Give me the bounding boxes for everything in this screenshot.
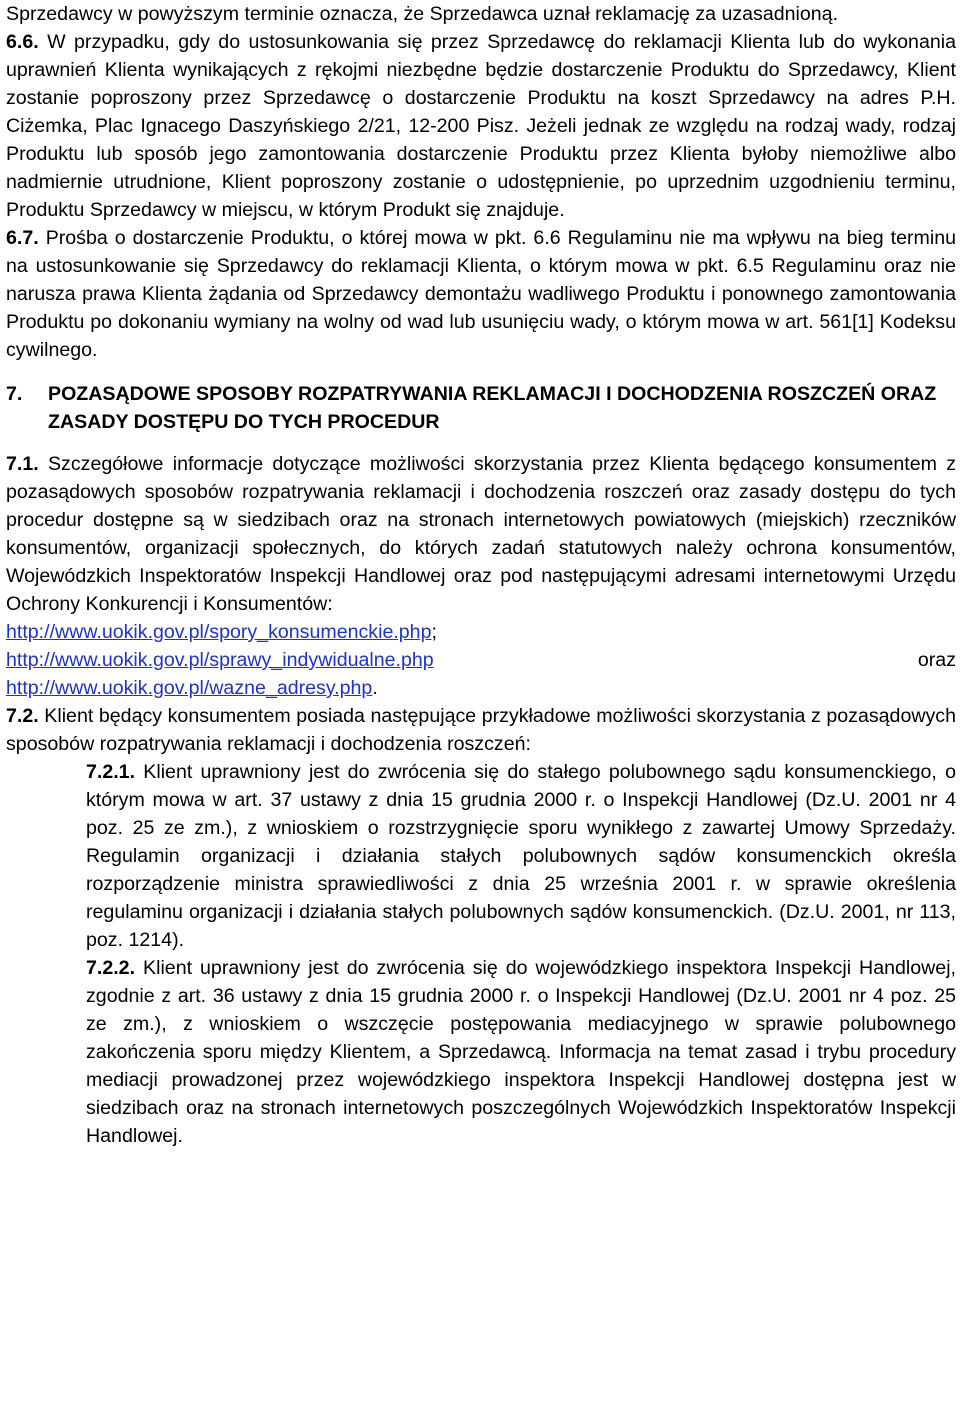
link-line-last — [6, 674, 956, 702]
link-line — [6, 646, 956, 674]
separator: ; — [431, 621, 437, 643]
section-text: W przypadku, gdy do ustosunkowania się przez Sprzedawcę do reklamacji Klienta lub do wykonania uprawnień Klienta wynikających z rękojmi niezbędne będzie dostarczenie Produktu do Sprzedawcy, Klient zostanie poproszony przez Sprzedawcę o dostarczenie Produktu na koszt Sprzedawcy na adres P.H. Ciżemka, Plac Ignacego Daszyńskiego 2/21, 12-200 Pisz. Jeżeli jednak ze względu na rodzaj wady, rodzaj Produktu lub sposób jego zamontowania dostarczenie Produktu przez Klienta byłoby niemożliwe albo nadmiernie utrudnione, Klient poproszony zostanie o udostępnienie, po uprzednim uzgodnieniu terminu, Produktu Sprzedawcy w miejscu, w którym Produkt się znajduje. — [6, 31, 956, 221]
uokik-adresy-link[interactable]: http://www.uokik.gov.pl/wazne_adresy.php — [6, 677, 373, 699]
heading-title: POZASĄDOWE SPOSOBY ROZPATRYWANIA REKLAMACJI I DOCHODZENIA ROSZCZEŃ ORAZ ZASADY DOSTĘPU DO TYCH PROCEDUR — [48, 383, 937, 433]
section-text: Prośba o dostarczenie Produktu, o której mowa w pkt. 6.6 Regulaminu nie ma wpływu na bieg terminu na ustosunkowanie się Sprzedawcy do reklamacji Klienta, o którym mowa w pkt. 6.5 Regulaminu oraz nie narusza prawa Klienta żądania od Sprzedawcy demontażu wadliwego Produktu i ponownego zamontowania Produktu po dokonaniu wymiany na wolny od wad lub usunięciu wady, o którym mowa w art. 561[1] Kodeksu cywilnego. — [6, 227, 956, 361]
section-text: Szczegółowe informacje dotyczące możliwości skorzystania przez Klienta będącego konsumentem z pozasądowych sposobów rozpatrywania reklamacji i dochodzenia roszczeń oraz zasady dostępu do tych procedur dostępne są w siedzibach oraz na stronach internetowych powiatowych (miejskich) rzeczników konsumentów, organizacji społecznych, do których zadań statutowych należy ochrona konsumentów, Wojewódzkich Inspektoratów Inspekcji Handlowej oraz pod następującymi adresami internetowymi Urzędu Ochrony Konkurencji i Konsumentów: — [6, 453, 956, 615]
heading-number: 7. — [6, 383, 23, 405]
section-text: Klient uprawniony jest do zwrócenia się do wojewódzkiego inspektora Inspekcji Handlowej, zgodnie z art. 36 ustawy z dnia 15 grudnia 2000 r. o Inspekcji Handlowej (Dz.U. 2001 nr 4 poz. 25 ze zm.), z wnioskiem o wszczęcie postępowania mediacyjnego w sprawie polubownego zakończenia sporu między Klientem, a Sprzedawcą. Informacja na temat zasad i trybu procedury mediacji prowadzonej przez wojewódzkiego inspektora Inspekcji Handlowej dostępna jest w siedzibach oraz na stronach internetowych poszczególnych Wojewódzkich Inspektoratów Inspekcji Handlowej. — [86, 957, 956, 1147]
section-text: Klient będący konsumentem posiada następujące przykładowe możliwości skorzystania z pozasądowych sposobów rozpatrywania reklamacji i dochodzenia roszczeń: — [6, 705, 956, 755]
section-number: 7.1. — [6, 453, 39, 475]
uokik-sprawy-link[interactable]: http://www.uokik.gov.pl/sprawy_indywidualne.php — [6, 649, 434, 671]
conjunction-text: oraz — [917, 649, 956, 671]
uokik-spory-link[interactable]: http://www.uokik.gov.pl/spory_konsumenckie.php — [6, 621, 432, 643]
paragraph-text: Sprzedawcy w powyższym terminie oznacza, że Sprzedawca uznał reklamację za uzasadnioną. — [6, 3, 839, 25]
section-7-2-2 — [86, 954, 956, 1150]
paragraph-continuation — [6, 0, 956, 28]
section-7-1 — [6, 450, 956, 646]
period: . — [372, 677, 378, 699]
section-6-7 — [6, 224, 956, 364]
section-number: 6.6. — [6, 31, 39, 53]
section-number: 7.2. — [6, 705, 39, 727]
section-7-2-1 — [86, 758, 956, 954]
chapter-7-heading — [6, 380, 956, 436]
section-number: 6.7. — [6, 227, 39, 249]
section-7-2 — [6, 702, 956, 758]
section-number: 7.2.1. — [86, 761, 136, 783]
document-page — [6, 0, 956, 1150]
section-6-6 — [6, 28, 956, 224]
section-number: 7.2.2. — [86, 957, 136, 979]
section-text: Klient uprawniony jest do zwrócenia się do stałego polubownego sądu konsumenckiego, o którym mowa w art. 37 ustawy z dnia 15 grudnia 2000 r. o Inspekcji Handlowej (Dz.U. 2001 nr 4 poz. 25 ze zm.), z wnioskiem o rozstrzygnięcie sporu wynikłego z zawartej Umowy Sprzedaży. Regulamin organizacji i działania stałych polubownych sądów konsumenckich określa rozporządzenie ministra sprawiedliwości z dnia 25 września 2001 r. w sprawie określenia regulaminu organizacji i działania stałych polubownych sądów konsumenckich. (Dz.U. 2001, nr 113, poz. 1214). — [86, 761, 956, 951]
